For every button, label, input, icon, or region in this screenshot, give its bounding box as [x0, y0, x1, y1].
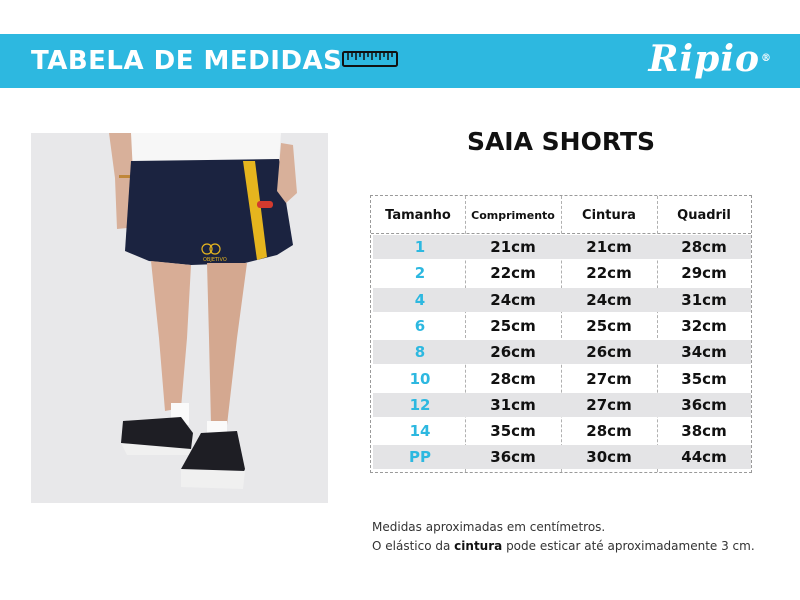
cell-cintura: 22cm [586, 264, 632, 283]
model-illustration [31, 133, 328, 503]
cell-cintura: 28cm [586, 422, 632, 441]
table-row [373, 340, 751, 364]
cell-comprimento: 25cm [490, 316, 536, 335]
header-tamanho: Tamanho [385, 208, 451, 223]
cell-tamanho: 8 [414, 343, 426, 362]
cell-cintura: 30cm [586, 448, 632, 467]
product-title: SAIA SHORTS [466, 127, 656, 156]
cell-comprimento: 26cm [490, 343, 536, 362]
cell-tamanho: 10 [409, 369, 431, 388]
note-line-2-suffix: pode esticar até aproximadamente 3 cm. [502, 539, 755, 553]
table-row [373, 393, 751, 417]
note-line-1: Medidas aproximadas em centímetros. [372, 520, 606, 534]
size-table [370, 195, 752, 473]
cell-tamanho: 4 [414, 290, 426, 309]
cell-quadril: 35cm [681, 369, 727, 388]
table-row [373, 314, 751, 338]
table-row [373, 288, 751, 312]
cell-quadril: 34cm [681, 343, 727, 362]
cell-tamanho: 2 [414, 264, 426, 283]
table-row [373, 235, 751, 259]
table-row [373, 367, 751, 391]
cell-cintura: 27cm [586, 395, 632, 414]
cell-tamanho: PP [409, 448, 431, 467]
brand-logo [649, 36, 772, 82]
cell-quadril: 32cm [681, 316, 727, 335]
cell-comprimento: 36cm [490, 448, 536, 467]
header-bar [0, 34, 800, 88]
cell-quadril: 29cm [681, 264, 727, 283]
header-comprimento: Comprimento [471, 209, 555, 222]
cell-comprimento: 22cm [490, 264, 536, 283]
cell-comprimento: 21cm [490, 238, 536, 256]
cell-quadril: 31cm [681, 290, 727, 309]
cell-quadril: 36cm [681, 395, 727, 414]
cell-tamanho: 14 [409, 422, 431, 441]
cell-quadril: 44cm [681, 448, 727, 467]
note-line-2-prefix: O elástico da [372, 539, 455, 553]
cell-cintura: 27cm [586, 369, 632, 388]
ruler-icon [342, 50, 398, 68]
header-cintura: Cintura [582, 208, 636, 223]
note-line-2 [372, 537, 792, 556]
cell-comprimento: 35cm [490, 422, 536, 441]
table-row [373, 445, 751, 469]
table-row [373, 419, 751, 443]
product-photo [31, 133, 328, 503]
cell-cintura: 25cm [586, 316, 632, 335]
cell-cintura: 26cm [586, 343, 632, 362]
cell-tamanho: 6 [414, 316, 426, 335]
page-title: TABELA DE MEDIDAS [31, 46, 343, 76]
cell-quadril: 28cm [681, 238, 727, 256]
table-row [373, 261, 751, 285]
cell-comprimento: 28cm [490, 369, 536, 388]
cell-comprimento: 31cm [490, 395, 536, 414]
cell-tamanho: 12 [409, 395, 431, 414]
note-line-2-bold: cintura [454, 539, 503, 553]
cell-quadril: 38cm [681, 422, 727, 441]
cell-tamanho: 1 [414, 238, 426, 256]
cell-cintura: 24cm [586, 290, 632, 309]
registered-mark: ® [761, 53, 772, 64]
brand-name: Ripio [648, 38, 760, 80]
measurement-notes [372, 518, 792, 556]
garment-logo-text: OBJETIVO [203, 257, 227, 263]
header-quadril: Quadril [677, 208, 731, 223]
cell-cintura: 21cm [586, 238, 632, 256]
cell-comprimento: 24cm [490, 290, 536, 309]
